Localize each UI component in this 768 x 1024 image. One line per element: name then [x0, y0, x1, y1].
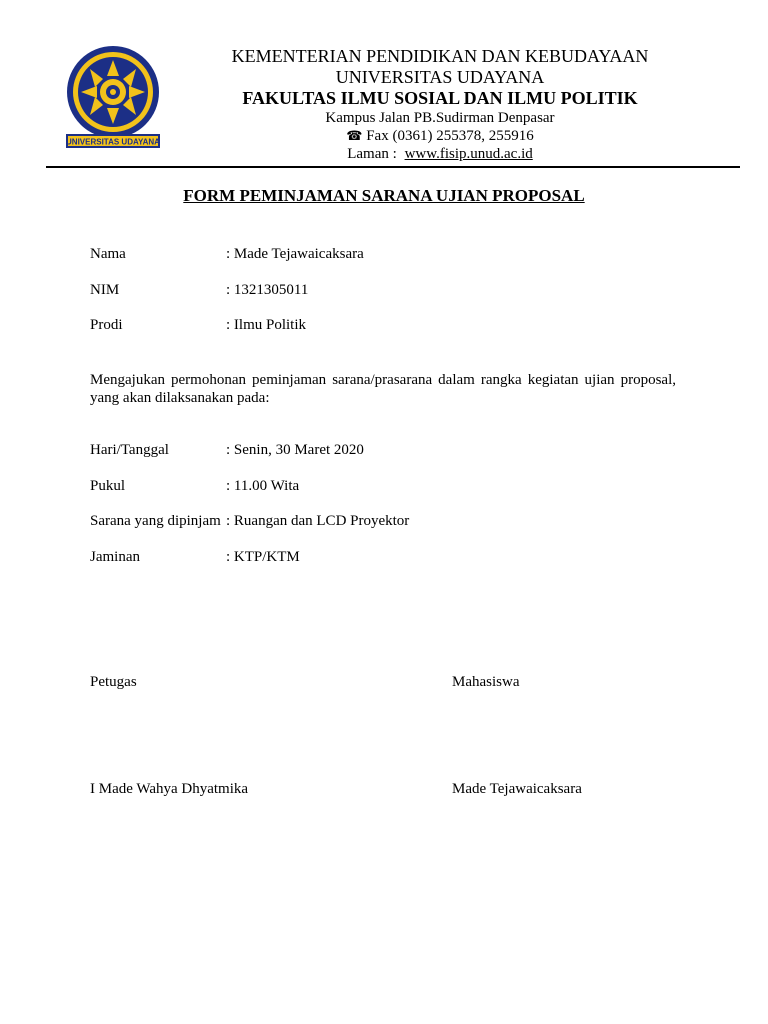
field-label: NIM [90, 282, 120, 298]
website-line [190, 145, 690, 163]
field-hari-tanggal [90, 442, 364, 459]
request-paragraph: Mengajukan permohonan peminjaman sarana/prasarana dalam rangka kegiatan ujian proposal, yang akan dilaksanakan pada: [90, 372, 676, 406]
fax-line [190, 127, 690, 145]
field-value: : 11.00 Wita [226, 478, 300, 494]
fax-number: Fax (0361) 255378, 255916 [366, 128, 534, 144]
field-pukul [90, 478, 299, 495]
field-value: : Senin, 30 Maret 2020 [226, 442, 364, 458]
website-link[interactable]: www.fisip.unud.ac.id [404, 146, 533, 162]
field-value: : KTP/KTM [226, 549, 300, 565]
field-label: Hari/Tanggal [90, 442, 169, 458]
field-value: : 1321305011 [226, 282, 309, 298]
field-value: : Ilmu Politik [226, 317, 307, 333]
field-label: Nama [90, 246, 126, 262]
letterhead [190, 46, 690, 163]
telephone-icon: ☎ [346, 128, 363, 143]
field-label: Pukul [90, 478, 126, 494]
field-nama [90, 246, 364, 263]
field-label: Prodi [90, 317, 123, 333]
university-logo [62, 46, 164, 150]
signature-role-mahasiswa: Mahasiswa [452, 674, 520, 690]
field-jaminan [90, 549, 300, 566]
signature-name-mahasiswa: Made Tejawaicaksara [452, 781, 582, 797]
field-value: : Made Tejawaicaksara [226, 246, 364, 262]
signature-name-petugas: I Made Wahya Dhyatmika [90, 781, 249, 797]
field-label: Jaminan [90, 549, 140, 565]
field-value: : Ruangan dan LCD Proyektor [226, 513, 410, 529]
signature-role-petugas: Petugas [90, 674, 137, 690]
university-name: UNIVERSITAS UDAYANA [335, 67, 545, 87]
header-divider [46, 166, 740, 168]
field-nim [90, 282, 308, 299]
logo-caption: UNIVERSITAS UDAYANA [66, 137, 160, 147]
field-label: Sarana yang dipinjam [90, 513, 221, 529]
website-label: Laman : [347, 146, 397, 162]
field-sarana [90, 513, 409, 530]
address: Kampus Jalan PB.Sudirman Denpasar [325, 110, 555, 126]
faculty-name: FAKULTAS ILMU SOSIAL DAN ILMU POLITIK [242, 88, 638, 108]
field-prodi [90, 317, 306, 334]
ministry-name: KEMENTERIAN PENDIDIKAN DAN KEBUDAYAAN [231, 46, 649, 66]
form-title: FORM PEMINJAMAN SARANA UJIAN PROPOSAL [183, 186, 585, 205]
